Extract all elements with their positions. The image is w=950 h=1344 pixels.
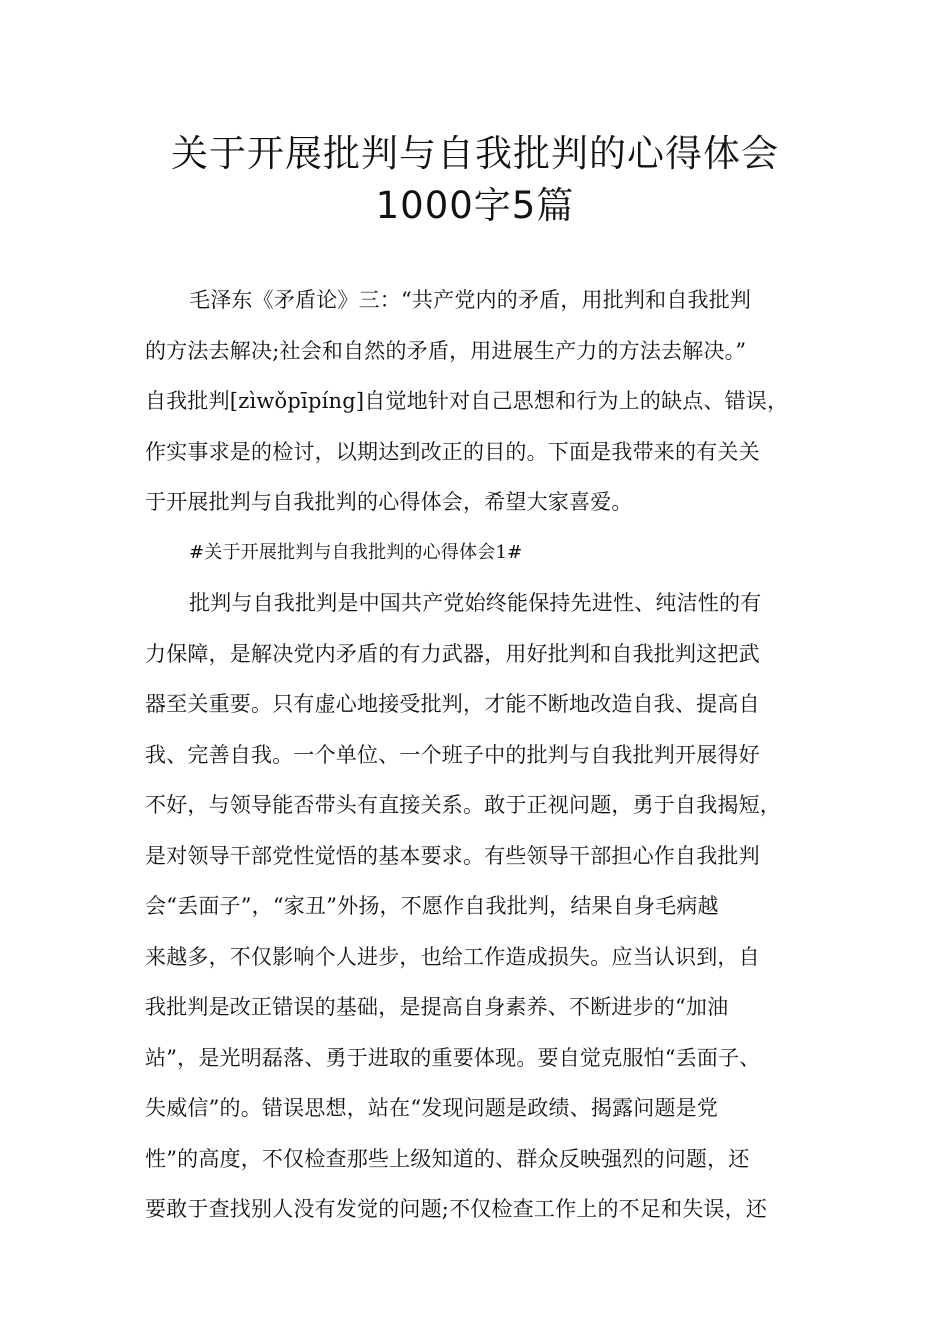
paragraph-1-line-1: 毛泽东《矛盾论》三：“共产党内的矛盾，用批判和自我批判 xyxy=(189,288,752,312)
paragraph-1-line-2: 的方法去解决;社会和自然的矛盾，用进展生产力的方法去解决。” xyxy=(145,338,747,363)
paragraph-2-line-1: 批判与自我批判是中国共产党始终能保持先进性、纯洁性的有 xyxy=(189,591,762,615)
paragraph-2-line-8: 来越多，不仅影响个人进步，也给工作造成损失。应当认识到，自 xyxy=(145,944,760,969)
section-heading-1: #关于开展批判与自我批判的心得体会1# xyxy=(189,541,523,563)
paragraph-2-line-3: 器至关重要。只有虚心地接受批判，才能不断地改造自我、提高自 xyxy=(145,692,760,716)
paragraph-2-line-9: 我批判是改正错误的基础，是提高自身素养、不断进步的“加油 xyxy=(145,995,729,1019)
paragraph-2-line-10: 站”，是光明磊落、勇于进取的重要体现。要自觉克服怕“丢面子、 xyxy=(145,1045,761,1070)
title-line-1: 关于开展批判与自我批判的心得体会 xyxy=(171,132,779,175)
paragraph-2-line-7: 会“丢面子”，“家丑”外扬，不愿作自我批判，结果自身毛病越 xyxy=(145,894,719,918)
title-line-2: 1000字5篇 xyxy=(375,184,575,227)
paragraph-2-line-2: 力保障，是解决党内矛盾的有力武器，用好批判和自我批判这把武 xyxy=(145,641,760,666)
paragraph-1-line-4: 作实事求是的检讨，以期达到改正的目的。下面是我带来的有关关 xyxy=(145,439,760,464)
paragraph-2-line-13: 要敢于查找别人没有发觉的问题;不仅检查工作上的不足和失误，还 xyxy=(145,1197,768,1221)
paragraph-1-line-5: 于开展批判与自我批判的心得体会，希望大家喜爱。 xyxy=(145,490,633,514)
paragraph-2-line-12: 性”的高度，不仅检查那些上级知道的、群众反映强烈的问题，还 xyxy=(145,1146,750,1171)
paragraph-2-line-5: 不好，与领导能否带头有直接关系。敢于正视问题，勇于自我揭短， xyxy=(145,793,781,817)
paragraph-2-line-11: 失威信”的。错误思想，站在“发现问题是政绩、揭露问题是党 xyxy=(145,1096,719,1120)
document-body xyxy=(145,275,835,1235)
document-title xyxy=(100,128,850,232)
paragraph-2-line-6: 是对领导干部党性觉悟的基本要求。有些领导干部担心作自我批判 xyxy=(145,843,760,868)
paragraph-1-line-3: 自我批判[zìwǒpīpíng]自觉地针对自己思想和行为上的缺点、错误， xyxy=(145,389,789,413)
paragraph-2-line-4: 我、完善自我。一个单位、一个班子中的批判与自我批判开展得好 xyxy=(145,742,760,767)
